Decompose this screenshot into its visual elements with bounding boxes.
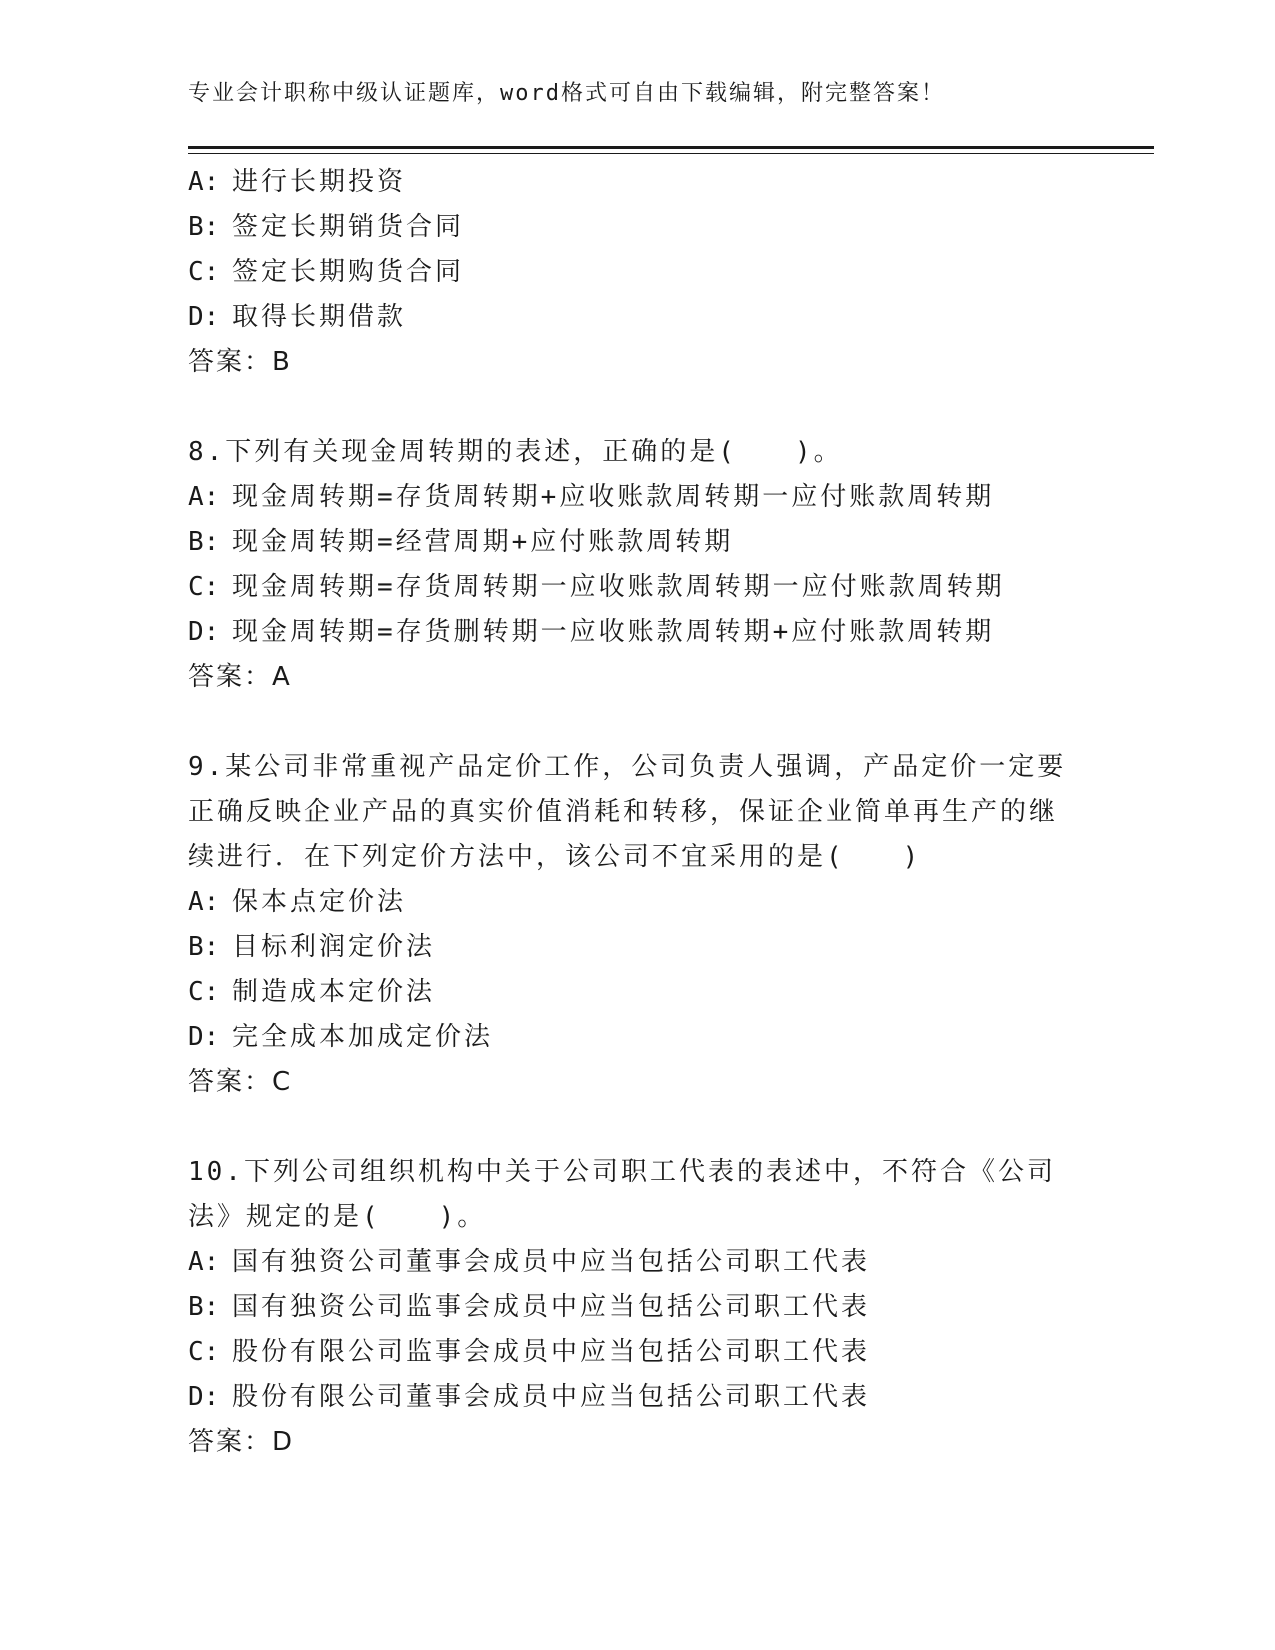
answer-label: 答案：D [188, 1427, 295, 1457]
option-letter: A: [188, 887, 220, 917]
question-10 [188, 1150, 1088, 1465]
question-8 [188, 430, 1088, 700]
option-text: 国有独资公司董事会成员中应当包括公司职工代表 [232, 1247, 871, 1277]
option-letter: C: [188, 572, 220, 602]
option-text: 现金周转期=经营周期+应付账款周转期 [232, 527, 734, 557]
option-text: 签定长期销货合同 [232, 212, 465, 242]
option-text: 制造成本定价法 [232, 977, 436, 1007]
option-letter: B: [188, 1292, 220, 1322]
question-stem: 8.下列有关现金周转期的表述，正确的是( )。 [188, 437, 843, 467]
option-text: 完全成本加成定价法 [232, 1022, 494, 1052]
option-b [188, 1285, 1088, 1330]
page-header: 专业会计职称中级认证题库，word格式可自由下载编辑，附完整答案！ [188, 81, 945, 106]
option-text: 保本点定价法 [232, 887, 407, 917]
option-text: 现金周转期=存货周转期一应收账款周转期一应付账款周转期 [232, 572, 1005, 602]
option-c [188, 565, 1088, 610]
option-text: 国有独资公司监事会成员中应当包括公司职工代表 [232, 1292, 871, 1322]
option-text: 签定长期购货合同 [232, 257, 465, 287]
question-content [188, 160, 1088, 1510]
option-letter: D: [188, 1022, 220, 1052]
question-stem: 9.某公司非常重视产品定价工作，公司负责人强调，产品定价一定要正确反映企业产品的真实价值消耗和转移，保证企业简单再生产的继续进行．在下列定价方法中，该公司不宜采用的是( ) [188, 752, 1067, 872]
question-9 [188, 745, 1088, 1105]
option-b [188, 205, 1088, 250]
option-d [188, 1015, 1088, 1060]
option-a [188, 1240, 1088, 1285]
header-rule-thick [188, 146, 1154, 149]
option-d [188, 610, 1088, 655]
answer-label: 答案：A [188, 662, 292, 692]
option-letter: C: [188, 257, 220, 287]
option-letter: B: [188, 212, 220, 242]
option-letter: D: [188, 1382, 220, 1412]
option-letter: A: [188, 482, 220, 512]
option-letter: A: [188, 167, 220, 197]
option-b [188, 925, 1088, 970]
answer-label: 答案：C [188, 1067, 293, 1097]
option-a [188, 475, 1088, 520]
option-letter: D: [188, 302, 220, 332]
option-d [188, 295, 1088, 340]
option-a [188, 880, 1088, 925]
option-c [188, 970, 1088, 1015]
option-a [188, 160, 1088, 205]
option-text: 进行长期投资 [232, 167, 407, 197]
option-d [188, 1375, 1088, 1420]
option-text: 现金周转期=存货周转期+应收账款周转期一应付账款周转期 [232, 482, 995, 512]
option-text: 取得长期借款 [232, 302, 407, 332]
option-text: 目标利润定价法 [232, 932, 436, 962]
answer-label: 答案：B [188, 347, 292, 377]
option-letter: B: [188, 527, 220, 557]
option-c [188, 250, 1088, 295]
question-7 [188, 160, 1088, 385]
option-text: 现金周转期=存货删转期一应收账款周转期+应付账款周转期 [232, 617, 995, 647]
option-text: 股份有限公司董事会成员中应当包括公司职工代表 [232, 1382, 871, 1412]
option-letter: C: [188, 1337, 220, 1367]
option-letter: A: [188, 1247, 220, 1277]
option-letter: B: [188, 932, 220, 962]
option-b [188, 520, 1088, 565]
option-text: 股份有限公司监事会成员中应当包括公司职工代表 [232, 1337, 871, 1367]
question-stem: 10.下列公司组织机构中关于公司职工代表的表述中，不符合《公司法》规定的是( )。 [188, 1157, 1056, 1232]
option-letter: C: [188, 977, 220, 1007]
option-letter: D: [188, 617, 220, 647]
option-c [188, 1330, 1088, 1375]
header-rule-thin [188, 153, 1154, 154]
